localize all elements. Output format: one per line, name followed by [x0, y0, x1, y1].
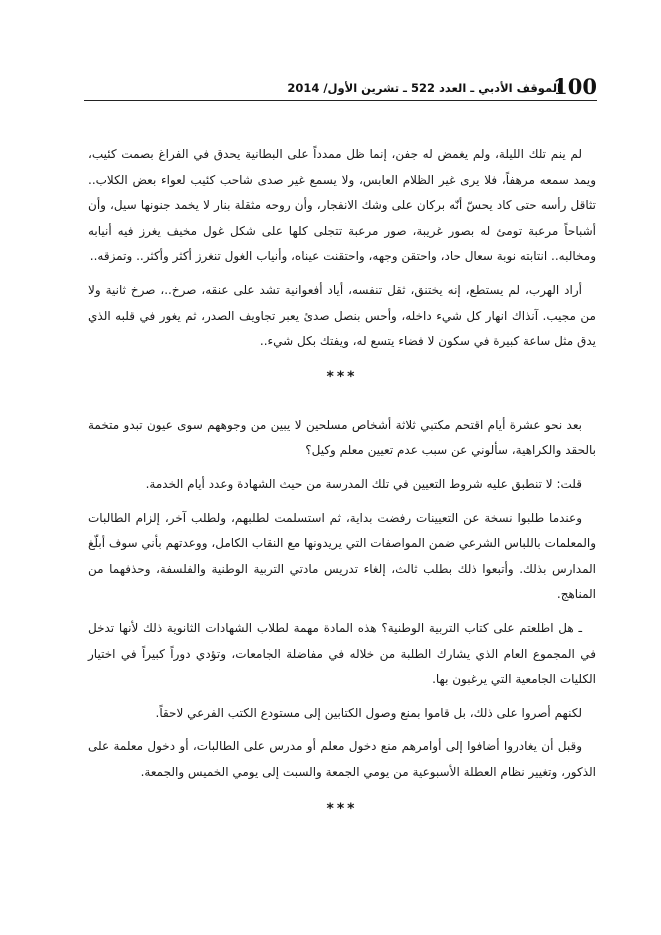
- section-separator: ***: [326, 801, 358, 818]
- paragraph: بعد نحو عشرة أيام اقتحم مكتبي ثلاثة أشخاص مسلحين لا يبين من وجوههم سوى عيون تبدو متخمة بالحقد والكراهية، سألوني عن سبب عدم تعيين معلم وكيل؟: [88, 417, 596, 458]
- running-title: الموقف الأدبي ـ العدد 522 ـ تشرين الأول/ 2014: [287, 81, 561, 95]
- section-separator: ***: [326, 368, 358, 385]
- paragraph: وقبل أن يغادروا أضافوا إلى أوامرهم منع دخول معلم أو مدرس على الطالبات، أو دخول معلمة على الذكور، وتغيير نظام العطلة الأسبوعية من يومي الجمعة والسبت إلى يومي الخميس والجمعة.: [88, 739, 596, 779]
- paragraph: لم ينم تلك الليلة، ولم يغمض له جفن، إنما ظل ممدداً على البطانية يحدق في الفراغ بصمت كئيب، ويمد سمعه مرهفاً، فلا يرى غير الظلام العابس، ولا يسمع غير صدى شاحب كئيب لعواء بعض الكلاب.. تثاقل رأسه حتى كاد يحسّ أنّه بركان على وشك الانفجار، وأن روحه مثقلة بنار لا يخمد جنونها سيل، وأن أشباحاً مرعبة تومئ له بصور غريبة، صور مرعبة تتجلى كلها على شكل غول مخيف يغرز فيه أنيابه ومخالبه.. انتابته نوبة سعال حاد، واحتقن وجهه، واحتقنت عيناه، وأنياب الغول تنغرز أكثر وأكثر.. وتمزقه..: [88, 147, 596, 264]
- paragraph: لكنهم أصروا على ذلك، بل قاموا بمنع وصول الكتابين إلى مستودع الكتب الفرعي لاحقاً.: [155, 705, 582, 720]
- paragraph: أراد الهرب، لم يستطع، إنه يختنق، ثقل تنفسه، أياد أفعوانية تشد على عنقه، صرخ..، صرخ ثانية ولا من مجيب. آنذاك انهار كل شيء داخله، وأحس بنصل صدئ يعبر تجاويف الصدر، ثم يغور في قلبه الذي يدق مثل ساعة كبيرة في سكون لا فضاء يتسع له، ويفتك بكل شيء..: [88, 282, 596, 349]
- page-number: 100: [553, 74, 597, 99]
- header-rule: [84, 100, 597, 101]
- paragraph: وعندما طلبوا نسخة عن التعيينات رفضت بداية، ثم استسلمت لطلبهم، ولطلب آخر، إلزام الطالبات والمعلمات باللباس الشرعي ضمن المواصفات التي يريدونها مع النقاب الكامل، ووعدتهم بأني سوف أبلّغ المدارس بذلك. وأتبعوا ذلك بطلب ثالث، إلغاء تدريس مادتي التربية الوطنية والفلسفة، وحذفهما من المناهج.: [88, 510, 596, 602]
- page-header: [84, 74, 597, 104]
- paragraph: قلت: لا تنطبق عليه شروط التعيين في تلك المدرسة من حيث الشهادة وعدد أيام الخدمة.: [145, 476, 582, 491]
- article-body: [88, 142, 596, 845]
- paragraph: ـ هل اطلعتم على كتاب التربية الوطنية؟ هذه المادة مهمة لطلاب الشهادات الثانوية ذلك لأنها تدخل في المجموع العام الذي يشارك الطلبة من خلاله في مفاضلة الجامعات، وتؤدي دوراً كبيراً في اختيار الكليات الجامعية التي يرغبون بها.: [88, 620, 596, 687]
